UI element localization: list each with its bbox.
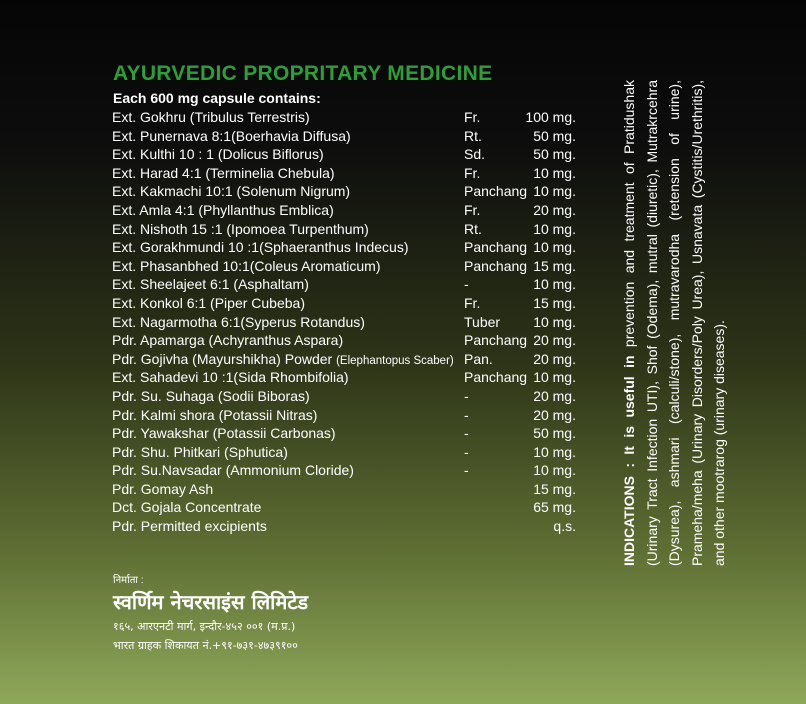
ingredient-quantity: 20 mg. [533, 406, 576, 423]
ingredient-name-text: Ext. Punernava 8:1(Boerhavia Diffusa) [112, 127, 351, 144]
ingredient-name-text: Dct. Gojala Concentrate [112, 499, 262, 516]
ingredient-row [112, 145, 582, 164]
ingredient-name [112, 443, 288, 462]
ingredient-row [112, 498, 582, 517]
ingredient-source: - [464, 276, 469, 293]
ingredient-quantity: 50 mg. [533, 425, 576, 442]
indications-text [618, 80, 731, 566]
ingredient-source: Fr. [464, 294, 481, 311]
manufacturer-block [113, 572, 308, 653]
ingredient-name [112, 350, 454, 371]
ingredient-quantity: 10 mg. [533, 183, 576, 200]
ingredient-row [112, 182, 582, 201]
ingredient-source: Panchang [464, 239, 528, 256]
manufacturer-address: १६५, आरएनटी मार्ग, इन्दौर-४५२ ००१ (म.प्र.) [113, 620, 296, 633]
ingredient-quantity: 15 mg. [533, 480, 576, 497]
ingredient-row [112, 387, 582, 406]
ingredient-quantity: 20 mg. [533, 350, 576, 367]
heading: AYURVEDIC PROPRITARY MEDICINE [113, 62, 493, 85]
ingredient-quantity: q.s. [553, 518, 576, 535]
manufacturer-company: स्वर्णिम नेचरसाइंस लिमिटेड [113, 590, 309, 614]
ingredient-name-text: Pdr. Shu. Phitkari (Sphutica) [112, 443, 288, 460]
ingredient-name [112, 331, 343, 350]
ingredient-name [112, 145, 324, 164]
ingredient-name [112, 517, 267, 536]
ingredient-row [112, 127, 582, 146]
ingredient-name-text: Ext. Kakmachi 10:1 (Solenum Nigrum) [112, 183, 351, 200]
ingredient-name [112, 368, 349, 387]
ingredient-source: Fr. [464, 201, 481, 218]
ingredient-row [112, 350, 582, 369]
ingredient-row [112, 238, 582, 257]
ingredient-name [112, 127, 351, 146]
ingredient-row [112, 164, 582, 183]
indications-block [618, 80, 728, 566]
ingredient-name-text: Ext. Amla 4:1 (Phyllanthus Emblica) [112, 201, 334, 218]
ingredient-name [112, 313, 365, 332]
ingredient-row [112, 275, 582, 294]
ingredient-quantity: 10 mg. [533, 239, 576, 256]
ingredient-name-text: Ext. Sahadevi 10 :1(Sida Rhombifolia) [112, 369, 349, 386]
ingredient-quantity: 65 mg. [533, 499, 576, 516]
ingredient-row [112, 406, 582, 425]
ingredient-quantity: 10 mg. [533, 220, 576, 237]
ingredient-source: Rt. [464, 220, 482, 237]
ingredient-name-text: Ext. Gokhru (Tribulus Terrestris) [112, 109, 310, 125]
ingredient-source: Panchang [464, 183, 528, 200]
ingredient-row [112, 108, 582, 127]
ingredient-name [112, 108, 310, 127]
ingredient-quantity: 15 mg. [533, 257, 576, 274]
ingredient-source: - [464, 462, 469, 479]
ingredient-row [112, 443, 582, 462]
ingredient-name [112, 164, 335, 183]
ingredient-source: Tuber [464, 313, 501, 330]
ingredient-name [112, 182, 350, 201]
ingredient-source: Fr. [464, 164, 481, 181]
ingredient-source: - [464, 387, 469, 404]
ingredient-source: Panchang [464, 369, 528, 386]
ingredient-name [112, 257, 380, 276]
ingredient-name [112, 387, 310, 406]
ingredient-row [112, 313, 582, 332]
ingredient-source: Sd. [464, 146, 486, 163]
ingredient-source: - [464, 443, 469, 460]
ingredient-name [112, 498, 261, 517]
ingredient-name-text: Pdr. Kalmi shora (Potassii Nitras) [112, 406, 318, 423]
ingredient-row [112, 368, 582, 387]
ingredient-name [112, 220, 369, 239]
manufacturer-complaint: भारत ग्राहक शिकायत नं.+९१-७३१-४७३९१०० [113, 639, 298, 652]
ingredient-name-text: Pdr. Su.Navsadar (Ammonium Cloride) [112, 462, 354, 479]
ingredient-quantity: 10 mg. [533, 462, 576, 479]
ingredient-name-text: Pdr. Gojivha (Mayurshikha) Powder [112, 350, 333, 367]
ingredient-name [112, 238, 409, 257]
ingredient-quantity: 10 mg. [533, 443, 576, 460]
ingredient-name [112, 294, 305, 313]
ingredient-name-text: Ext. Phasanbhed 10:1(Coleus Aromaticum) [112, 257, 381, 274]
ingredient-name-botanical: (Elephantopus Scaber) [336, 354, 454, 367]
ingredient-quantity: 100 mg. [525, 109, 576, 125]
ingredient-source: Fr. [464, 109, 481, 125]
ingredient-name-text: Ext. Nishoth 15 :1 (Ipomoea Turpenthum) [112, 220, 369, 237]
ingredient-name-text: Ext. Harad 4:1 (Terminelia Chebula) [112, 164, 335, 181]
ingredient-quantity: 15 mg. [533, 294, 576, 311]
ingredient-name-text: Pdr. Yawakshar (Potassii Carbonas) [112, 425, 336, 442]
ingredient-row [112, 220, 582, 239]
ingredient-quantity: 10 mg. [533, 313, 576, 330]
ingredient-row [112, 480, 582, 499]
ingredient-row [112, 257, 582, 276]
ingredient-row [112, 424, 582, 443]
ingredient-name-text: Pdr. Permitted excipients [112, 518, 267, 535]
ingredient-name [112, 406, 317, 425]
ingredient-row [112, 201, 582, 220]
ingredient-name-text: Pdr. Su. Suhaga (Sodii Biboras) [112, 387, 310, 404]
ingredient-quantity: 10 mg. [533, 276, 576, 293]
ingredient-quantity: 20 mg. [533, 201, 576, 218]
ingredient-quantity: 50 mg. [533, 146, 576, 163]
manufacturer-label: निर्माता : [113, 575, 144, 586]
ingredient-source: - [464, 425, 469, 442]
ingredient-source: Panchang [464, 257, 528, 274]
ingredient-source: Rt. [464, 127, 482, 144]
ingredient-name-text: Ext. Konkol 6:1 (Piper Cubeba) [112, 294, 305, 311]
ingredient-quantity: 10 mg. [533, 164, 576, 181]
ingredient-quantity: 50 mg. [533, 127, 576, 144]
ingredient-row [112, 517, 582, 536]
ingredient-name [112, 461, 354, 480]
ingredient-row [112, 461, 582, 480]
ingredient-quantity: 10 mg. [533, 369, 576, 386]
indications-lead: INDICATIONS : It is useful in [621, 355, 637, 566]
ingredient-name-text: Ext. Nagarmotha 6:1(Syperus Rotandus) [112, 313, 365, 330]
ingredient-name-text: Ext. Kulthi 10 : 1 (Dolicus Biflorus) [112, 146, 324, 163]
ingredient-quantity: 20 mg. [533, 332, 576, 349]
ingredient-row [112, 331, 582, 350]
ingredient-name-text: Pdr. Gomay Ash [112, 480, 214, 497]
ingredient-source: Panchang [464, 332, 528, 349]
ingredient-source: Pan. [464, 350, 493, 367]
ingredient-source: - [464, 406, 469, 423]
ingredient-quantity: 20 mg. [533, 387, 576, 404]
ingredient-name-text: Ext. Sheelajeet 6:1 (Asphaltam) [112, 276, 309, 293]
ingredient-name [112, 275, 309, 294]
ingredient-row [112, 294, 582, 313]
indications-body: prevention and treatment of Pratidushak (Urinary Tract Infection UTI), Shof (Odema), mutral (diuretic), Mutrakrcehra (Dysurea), ashmari (calculi/stone), mutravarodha (retension of urine), Prameha/meha (Urinary Disorders/Poly Urea), Usnavata (Cystitis/Urethritis), and other mootrarog (urinary diseases). [621, 80, 727, 566]
ingredient-name [112, 480, 213, 499]
ingredients-list [112, 108, 582, 536]
ingredient-name [112, 424, 336, 443]
ingredient-name [112, 201, 334, 220]
ingredient-name-text: Ext. Gorakhmundi 10 :1(Sphaeranthus Indecus) [112, 239, 409, 256]
subheading: Each 600 mg capsule contains: [113, 90, 321, 106]
ingredient-name-text: Pdr. Apamarga (Achyranthus Aspara) [112, 332, 344, 349]
